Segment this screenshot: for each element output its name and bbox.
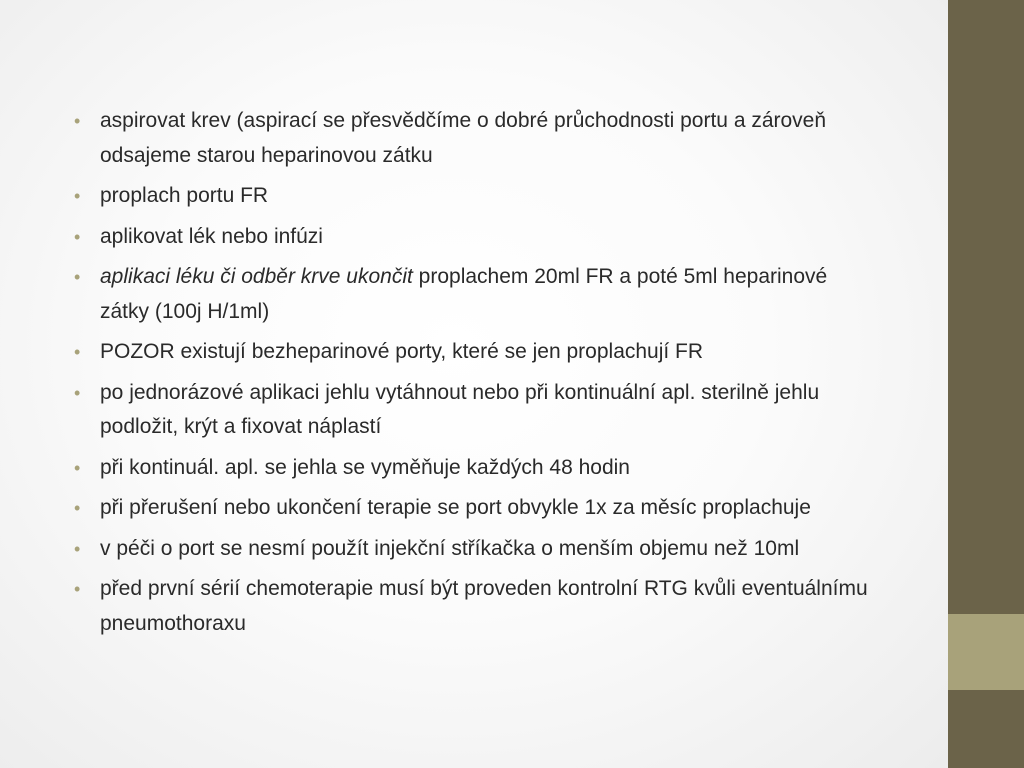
bullet-item	[72, 451, 882, 486]
bullet-item	[72, 260, 882, 329]
bullet-dot-icon: •	[74, 226, 81, 247]
bullet-item	[72, 220, 882, 255]
bullet-item	[72, 491, 882, 526]
bullet-item	[72, 532, 882, 567]
bullet-text: aspirovat krev (aspirací se přesvědčíme o dobré průchodnosti portu a zároveň odsajeme starou heparinovou zátku	[100, 109, 827, 167]
bullet-text: aplikovat lék nebo infúzi	[100, 224, 323, 248]
bullet-item	[72, 179, 882, 214]
bullet-dot-icon: •	[74, 342, 81, 362]
bullet-item	[72, 104, 882, 173]
bullet-text: POZOR existují bezheparinové porty, které se jen proplachují FR	[100, 340, 704, 363]
bullet-item	[72, 572, 882, 641]
bullet-dot-icon: •	[74, 186, 81, 206]
bullet-dot-icon: •	[74, 579, 81, 599]
side-accent-block	[948, 614, 1024, 690]
bullet-text-italic: aplikaci léku či odběr krve ukončit	[100, 265, 413, 288]
bullet-text: proplachem 20ml FR a poté 5ml heparinové zátky (100j H/1ml)	[100, 265, 828, 323]
slide-content	[72, 104, 882, 647]
bullet-dot-icon: •	[74, 111, 81, 131]
bullet-dot-icon: •	[74, 267, 81, 287]
bullet-text: v péči o port se nesmí použít injekční stříkačka o menším objemu než 10ml	[100, 536, 800, 560]
bullet-text: při přerušení nebo ukončení terapie se port obvykle 1x za měsíc proplachuje	[100, 496, 811, 519]
bullet-text: při kontinuál. apl. se jehla se vyměňuje každých 48 hodin	[100, 455, 630, 479]
bullet-item	[72, 376, 882, 445]
bullet-text: proplach portu FR	[100, 184, 269, 207]
bullet-dot-icon: •	[74, 498, 81, 518]
bullet-item	[72, 335, 882, 370]
bullet-dot-icon: •	[74, 457, 81, 478]
bullet-dot-icon: •	[74, 538, 81, 559]
bullet-text: před první sérií chemoterapie musí být proveden kontrolní RTG kvůli eventuálnímu pneumothoraxu	[100, 577, 868, 635]
bullet-dot-icon: •	[74, 382, 81, 403]
bullet-list	[72, 104, 882, 641]
bullet-text: po jednorázové aplikaci jehlu vytáhnout nebo při kontinuální apl. sterilně jehlu podložit, krýt a fixovat náplastí	[100, 380, 820, 438]
